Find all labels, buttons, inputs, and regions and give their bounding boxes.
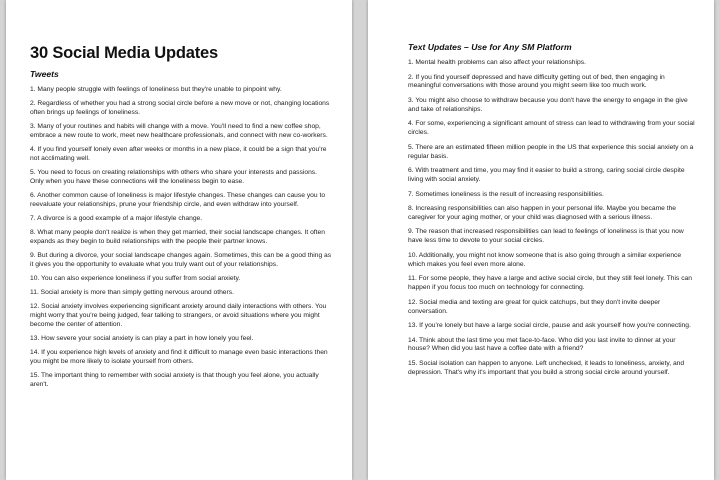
document-page-right: [368, 0, 714, 480]
section-heading-text-updates: Text Updates – Use for Any SM Platform: [408, 42, 572, 52]
section-heading-tweets: Tweets: [30, 69, 59, 79]
text-update-item: 15. Social isolation can happen to anyone. Left unchecked, it leads to loneliness, anxiety, and depression. That's why it's important that you build a strong social circle around yourself.: [408, 359, 685, 376]
tweet-item: 15. The important thing to remember with social anxiety is that though you feel alone, you actually aren't.: [30, 372, 319, 389]
tweet-item: 3. Many of your routines and habits will change with a move. You'll need to find a new coffee shop, embrace a new route to work, meet new healthcare professionals, and connect with new co-workers.: [30, 123, 328, 139]
text-update-item: 9. The reason that increased responsibilities can lead to feelings of loneliness is that you now have less time to devote to your social circles.: [408, 228, 684, 245]
tweet-item: 8. What many people don't realize is when they get married, their social landscape changes. It often expands as they begin to build relationships with the people their partner knows.: [30, 229, 325, 246]
tweet-item: 11. Social anxiety is more than simply getting nervous around others.: [30, 289, 234, 297]
text-update-item: 11. For some people, they have a large and active social circle, but they still feel lonely. This can happen if you focus too much on technology for connecting.: [408, 275, 692, 292]
tweet-item: 12. Social anxiety involves experiencing significant anxiety around daily interactions with others. You might worry that you're being judged, fear talking to strangers, or avoid situations where you might become the center of attention.: [30, 303, 327, 329]
text-update-item: 5. There are an estimated fifteen million people in the US that experience this social anxiety on a regular basis.: [408, 143, 694, 160]
document-page-left: [6, 0, 352, 480]
tweet-item: 6. Another common cause of loneliness is major lifestyle changes. These changes can cause you to reevaluate your relationships, prune your friendship circle, and even withdraw into yourself.: [30, 192, 326, 208]
tweet-item: 4. If you find yourself lonely even after weeks or months in a new place, it could be a sign that you're not acclimating well.: [30, 146, 327, 162]
tweet-list: [30, 86, 332, 390]
tweet-item: 5. You need to focus on creating relationships with others who share your interests and passions. Only when you have these connections will the loneliness begin to ease.: [30, 169, 317, 185]
text-update-item: 4. For some, experiencing a significant amount of stress can lead to withdrawing from your social circles.: [408, 120, 695, 137]
text-update-item: 3. You might also choose to withdraw because you don't have the energy to engage in the give and take of relationships.: [408, 96, 688, 113]
tweet-item: 9. But during a divorce, your social landscape changes again. Sometimes, this can be a good thing as it gives you the opportunity to evaluate what you truly want out of your relationships.: [30, 252, 332, 269]
tweet-item: 2. Regardless of whether you had a strong social circle before a new move or not, changing locations often brings up feelings of loneliness.: [30, 100, 330, 116]
tweet-item: 1. Many people struggle with feelings of loneliness but they're unable to pinpoint why.: [30, 86, 282, 93]
tweet-item: 10. You can also experience loneliness if you suffer from social anxiety.: [30, 275, 241, 283]
tweet-item: 13. How severe your social anxiety is can play a part in how lonely you feel.: [30, 335, 254, 343]
text-update-item: 14. Think about the last time you met face-to-face. Who did you last invite to dinner at your house? When did you last have a coffee date with a friend?: [408, 336, 676, 353]
text-update-item: 1. Mental health problems can also affect your relationships.: [408, 59, 586, 66]
text-update-item: 10. Additionally, you might not know someone that is also going through a similar experience which makes you feel even more alone.: [408, 251, 682, 268]
text-update-item: 6. With treatment and time, you may find it easier to build a strong, caring social circle despite living with social anxiety.: [408, 167, 685, 184]
tweet-item: 7. A divorce is a good example of a major lifestyle change.: [30, 215, 203, 223]
tweet-item: 14. If you experience high levels of anxiety and find it difficult to manage even basic interactions then you might be more likely to isolate yourself from others.: [30, 349, 328, 366]
text-update-item: 13. If you're lonely but have a large social circle, pause and ask yourself how you're connecting.: [408, 322, 691, 330]
text-update-item: 2. If you find yourself depressed and have difficulty getting out of bed, then engaging in meaningful conversations with those around you might seem like too much work.: [408, 73, 665, 90]
document-title: 30 Social Media Updates: [30, 44, 218, 62]
text-update-item: 12. Social media and texting are great for quick catchups, but they don't invite deeper conversation.: [408, 298, 661, 315]
text-update-list: [408, 59, 696, 378]
text-update-item: 7. Sometimes loneliness is the result of increasing responsibilities.: [408, 190, 604, 198]
text-update-item: 8. Increasing responsibilities can also happen in your personal life. Maybe you became the caregiver for your aging mother, or your child was diagnosed with a serious illness.: [408, 205, 677, 221]
